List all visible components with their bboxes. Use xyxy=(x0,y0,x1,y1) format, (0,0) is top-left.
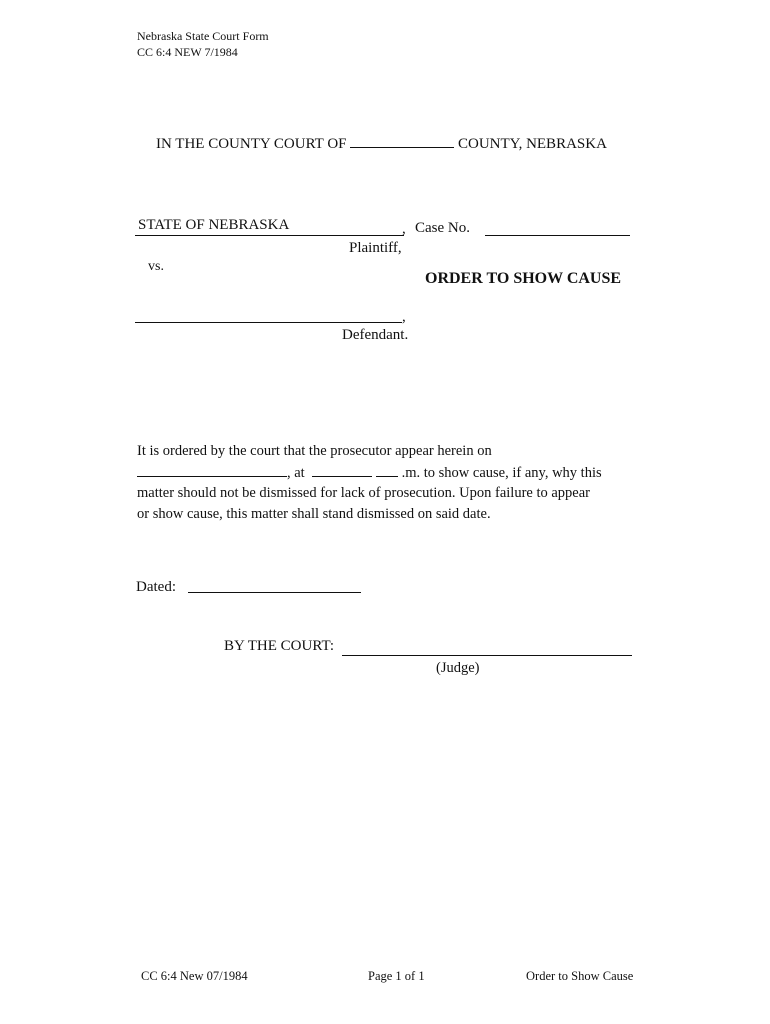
order-text-line2-rest: .m. to show cause, if any, why this xyxy=(401,465,602,481)
at-label: , at xyxy=(287,465,305,481)
document-title: ORDER TO SHOW CAUSE xyxy=(425,270,622,287)
case-number-blank[interactable] xyxy=(485,235,630,236)
order-text-line1: It is ordered by the court that the prosecutor appear herein on xyxy=(137,443,492,459)
plaintiff-name: STATE OF NEBRASKA xyxy=(135,216,404,236)
order-text-line2 xyxy=(137,464,602,482)
footer-page-number: Page 1 of 1 xyxy=(368,969,425,983)
county-blank[interactable] xyxy=(350,135,454,148)
footer-form-id: CC 6:4 New 07/1984 xyxy=(141,969,248,983)
court-heading-suffix: COUNTY, NEBRASKA xyxy=(458,136,607,152)
judge-signature-blank[interactable] xyxy=(342,655,632,656)
dated-blank[interactable] xyxy=(188,592,361,593)
case-number-label: Case No. xyxy=(415,220,470,236)
form-meta-line2: CC 6:4 NEW 7/1984 xyxy=(137,45,238,59)
defendant-label: Defendant. xyxy=(342,327,409,343)
court-heading xyxy=(156,135,607,153)
defendant-name-blank[interactable] xyxy=(135,322,402,323)
plaintiff-comma: , xyxy=(402,221,406,237)
dated-label: Dated: xyxy=(136,579,176,595)
form-meta xyxy=(137,28,269,60)
plaintiff-label: Plaintiff, xyxy=(349,240,402,256)
appearance-date-blank[interactable] xyxy=(137,464,287,477)
form-meta-line1: Nebraska State Court Form xyxy=(137,29,269,43)
am-pm-blank[interactable] xyxy=(376,464,398,477)
appearance-time-blank[interactable] xyxy=(312,464,372,477)
order-text-line4: or show cause, this matter shall stand dismissed on said date. xyxy=(137,506,491,522)
footer-document-name: Order to Show Cause xyxy=(526,969,634,983)
order-text-line3: matter should not be dismissed for lack of prosecution. Upon failure to appear xyxy=(137,485,591,501)
by-the-court-label: BY THE COURT: xyxy=(224,638,335,654)
defendant-comma: , xyxy=(402,309,406,325)
versus-label: vs. xyxy=(148,259,164,274)
court-heading-prefix: IN THE COUNTY COURT OF xyxy=(156,136,347,152)
judge-label: (Judge) xyxy=(436,660,480,676)
